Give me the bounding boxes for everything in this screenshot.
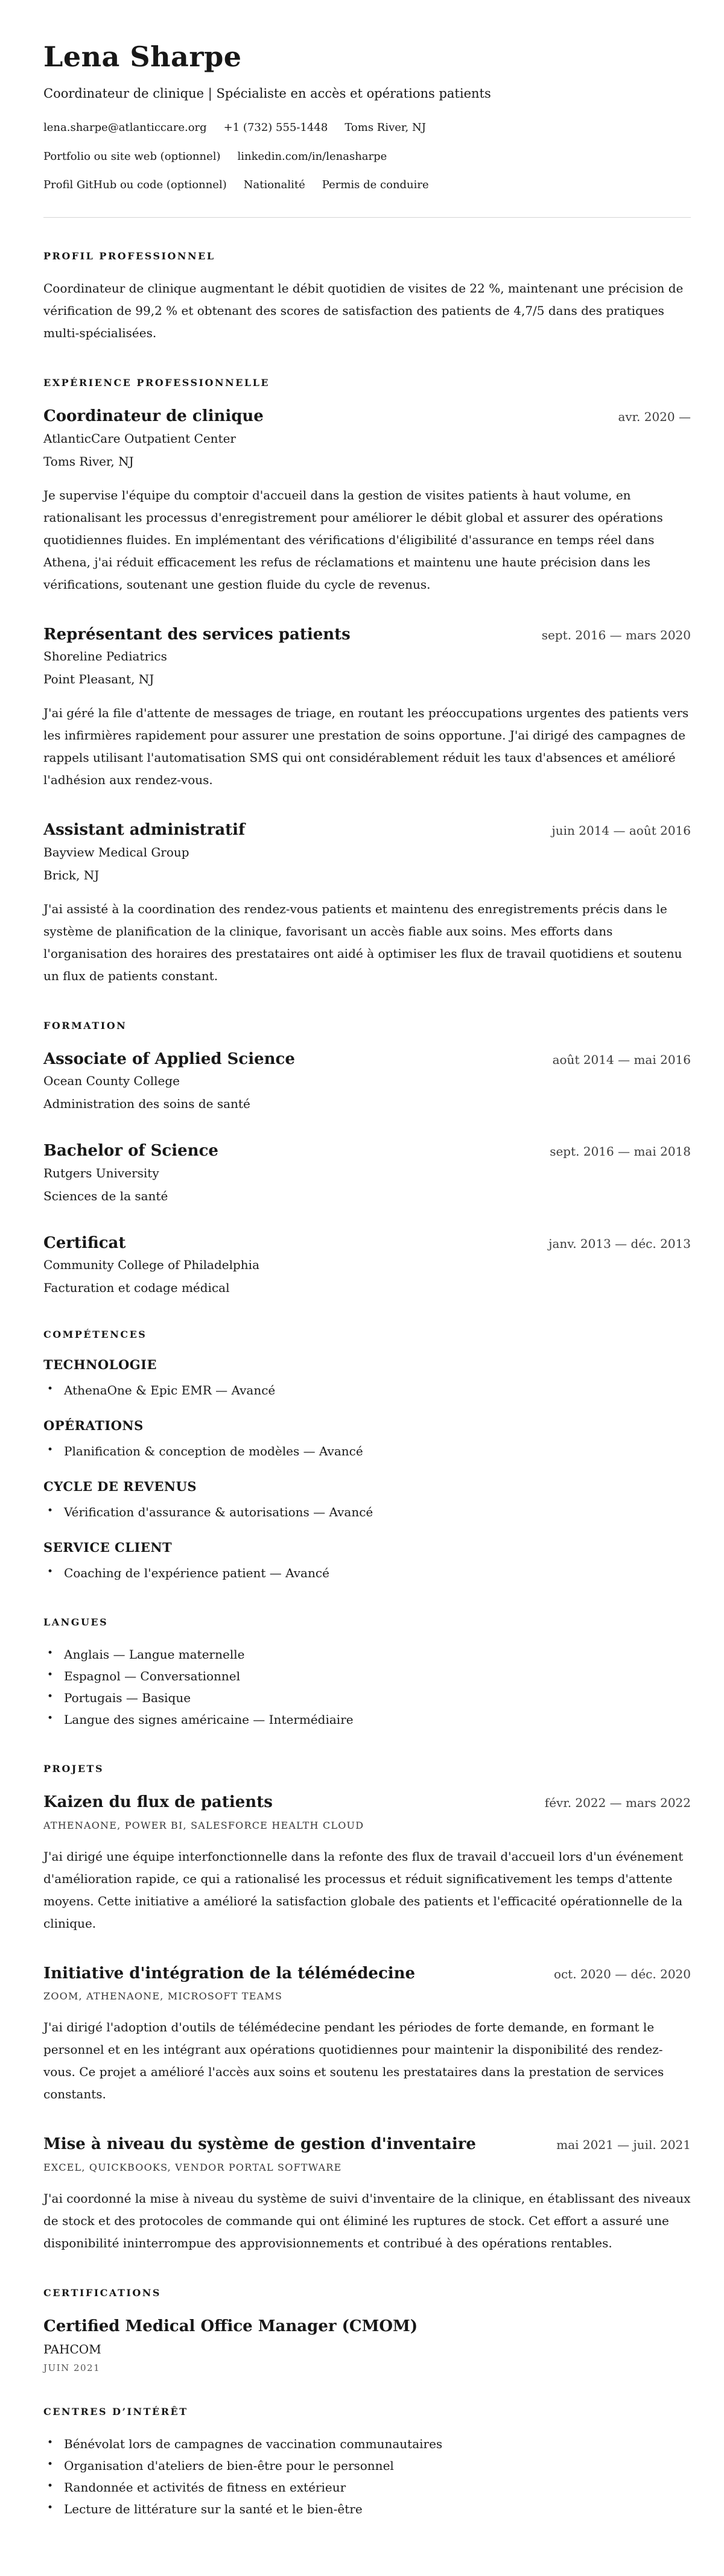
project-dates: févr. 2022 — mars 2022: [544, 1796, 691, 1811]
project-tools: EXCEL, QUICKBOOKS, VENDOR PORTAL SOFTWARE: [43, 2161, 342, 2173]
project-title: Kaizen du flux de patients: [43, 1793, 273, 1812]
field-of-study: Administration des soins de santé: [43, 1097, 250, 1112]
language-item: • Espagnol — Conversationnel: [43, 1665, 691, 1687]
education-entry-header: [43, 1049, 691, 1069]
job-entry-header: [43, 820, 691, 840]
skill-category-name: CYCLE DE REVENUS: [43, 1479, 197, 1495]
skill-list: [43, 1379, 691, 1401]
language-item: • Portugais — Basique: [43, 1687, 691, 1709]
certification-date: JUIN 2021: [43, 2362, 101, 2374]
job-location: Toms River, NJ: [43, 454, 134, 469]
section-heading-skills: COMPÉTENCES: [43, 1329, 147, 1341]
school-name: Ocean County College: [43, 1074, 180, 1089]
project-title: Mise à niveau du système de gestion d'inventaire: [43, 2135, 476, 2154]
section-heading-profile: PROFIL PROFESSIONNEL: [43, 250, 215, 262]
email-text: lena.sharpe@atlanticcare.org: [43, 121, 207, 134]
interest-item: • Lecture de littérature sur la santé et le bien-être: [43, 2498, 691, 2520]
driving-license-placeholder-text: Permis de conduire: [322, 179, 429, 192]
education-entry: [43, 1049, 691, 1113]
interest-item: • Bénévolat lors de campagnes de vaccination communautaires: [43, 2433, 691, 2455]
job-dates: juin 2014 — août 2016: [551, 823, 691, 838]
degree-title: Associate of Applied Science: [43, 1049, 295, 1068]
contact-row-primary: [43, 121, 691, 134]
job-entry-header: [43, 625, 691, 645]
skill-item: • Planification & conception de modèles — Avancé: [43, 1440, 691, 1462]
project-entry: [43, 1964, 691, 2106]
job-dates: avr. 2020 —: [618, 410, 691, 425]
skill-item: • Coaching de l'expérience patient — Avancé: [43, 1562, 691, 1584]
job-company: Shoreline Pediatrics: [43, 649, 167, 664]
project-description: J'ai dirigé l'adoption d'outils de télémédecine pendant les périodes de forte demande, en formant le personnel et en les intégrant aux opérations quotidiennes pour maintenir la disponibilité des rendez-vous. Ce projet a amélioré l'accès aux soins et soutenu les prestataires dans la prestation de services constants.: [43, 2020, 664, 2102]
skill-category-name: TECHNOLOGIE: [43, 1357, 157, 1373]
school-name: Community College of Philadelphia: [43, 1258, 259, 1273]
job-title: Assistant administratif: [43, 821, 246, 840]
project-tools: ATHENAONE, POWER BI, SALESFORCE HEALTH CLOUD: [43, 1819, 364, 1831]
section-heading-projects: PROJETS: [43, 1763, 104, 1775]
skill-category-name: OPÉRATIONS: [43, 1418, 144, 1434]
skill-category: [43, 1479, 691, 1523]
degree-title: Certificat: [43, 1233, 126, 1252]
linkedin-text: linkedin.com/in/lenasharpe: [237, 150, 387, 163]
language-list: [43, 1644, 691, 1730]
section-heading-languages: LANGUES: [43, 1616, 109, 1628]
job-title: Représentant des services patients: [43, 625, 351, 644]
skill-category: [43, 1540, 691, 1584]
project-tools: ZOOM, ATHENAONE, MICROSOFT TEAMS: [43, 1990, 283, 2002]
project-description: J'ai dirigé une équipe interfonctionnelle dans la refonte des flux de travail d'accueil lors d'un événement d'amélioration rapide, ce qui a rationalisé les processus et réduit significativement les temps d'attente moyens. Cette initiative a amélioré la satisfaction globale des patients et l'efficacité opérationnelle de la clinique.: [43, 1849, 684, 1931]
skill-category: [43, 1357, 691, 1401]
location-text: Toms River, NJ: [345, 121, 426, 134]
contact-row-web: [43, 150, 691, 163]
education-entry-header: [43, 1233, 691, 1253]
section-heading-education: FORMATION: [43, 1019, 127, 1031]
nationality-placeholder-text: Nationalité: [243, 179, 305, 192]
skill-item: • Vérification d'assurance & autorisations — Avancé: [43, 1501, 691, 1523]
degree-dates: sept. 2016 — mai 2018: [550, 1144, 691, 1159]
person-name: Lena Sharpe: [43, 40, 242, 73]
skill-category: [43, 1418, 691, 1462]
section-heading-interests: CENTRES D’INTÉRÊT: [43, 2406, 188, 2418]
job-location: Point Pleasant, NJ: [43, 672, 154, 687]
project-entry-header: [43, 1964, 691, 1984]
project-entry-header: [43, 2135, 691, 2154]
job-description: J'ai géré la file d'attente de messages de triage, en routant les préoccupations urgentes des patients vers les infirmières rapidement pour assurer une prestation de soins opportune. J'ai dirigé des campagnes de rappels utilisant l'automatisation SMS qui ont considérablement réduit les taux d'absences et amélioré l'adhésion aux rendez-vous.: [43, 706, 689, 788]
job-title: Coordinateur de clinique: [43, 407, 264, 426]
job-entry: [43, 625, 691, 792]
github-placeholder-text: Profil GitHub ou code (optionnel): [43, 179, 227, 192]
job-description: Je supervise l'équipe du comptoir d'accueil dans la gestion de visites patients à haut volume, en rationalisant les processus d'enregistrement pour améliorer le débit global et assurer des opérations quotidiennes fluides. En implémentant des vérifications d'éligibilité d'assurance en temps réel dans Athena, j'ai réduit efficacement les refus de réclamations et maintenu une haute précision dans les vérifications, soutenant une gestion fluide du cycle de revenus.: [43, 487, 663, 592]
school-name: Rutgers University: [43, 1165, 159, 1180]
project-entry: [43, 2135, 691, 2255]
project-dates: oct. 2020 — déc. 2020: [553, 1966, 691, 1981]
interest-item: • Organisation d'ateliers de bien-être pour le personnel: [43, 2455, 691, 2476]
certification-title: Certified Medical Office Manager (CMOM): [43, 2317, 418, 2335]
language-item: • Langue des signes américaine — Intermédiaire: [43, 1709, 691, 1730]
contact-row-misc: [43, 178, 691, 192]
portfolio-placeholder-text: Portfolio ou site web (optionnel): [43, 150, 221, 163]
skill-list: [43, 1440, 691, 1462]
education-entry-header: [43, 1141, 691, 1161]
skill-list: [43, 1562, 691, 1584]
project-entry-header: [43, 1793, 691, 1812]
job-location: Brick, NJ: [43, 867, 100, 882]
job-entry: [43, 407, 691, 596]
field-of-study: Facturation et codage médical: [43, 1280, 230, 1296]
degree-title: Bachelor of Science: [43, 1142, 218, 1160]
header-divider: [43, 217, 691, 218]
interest-item: • Randonnée et activités de fitness en extérieur: [43, 2476, 691, 2498]
project-entry: [43, 1793, 691, 1935]
certification-issuer: PAHCOM: [43, 2342, 101, 2357]
job-dates: sept. 2016 — mars 2020: [541, 627, 691, 642]
job-company: Bayview Medical Group: [43, 844, 189, 859]
project-dates: mai 2021 — juil. 2021: [556, 2138, 691, 2153]
skill-category-name: SERVICE CLIENT: [43, 1540, 173, 1555]
section-heading-experience: EXPÉRIENCE PROFESSIONNELLE: [43, 377, 270, 389]
skill-list: [43, 1501, 691, 1523]
phone-text: +1 (732) 555-1448: [223, 121, 328, 134]
skill-item: • AthenaOne & Epic EMR — Avancé: [43, 1379, 691, 1401]
job-entry: [43, 820, 691, 987]
headline: Coordinateur de clinique | Spécialiste en accès et opérations patients: [43, 86, 491, 101]
interest-list: [43, 2433, 691, 2520]
job-entry-header: [43, 407, 691, 426]
profile-summary: Coordinateur de clinique augmentant le débit quotidien de visites de 22 %, maintenant une précision de vérification de 99,2 % et obtenant des scores de satisfaction des patients de 4,7/5 dans des pratiques multi-spécialisées.: [43, 281, 684, 341]
project-title: Initiative d'intégration de la télémédecine: [43, 1964, 416, 1983]
job-company: AtlanticCare Outpatient Center: [43, 431, 236, 446]
education-entry: [43, 1233, 691, 1297]
degree-dates: janv. 2013 — déc. 2013: [548, 1236, 691, 1251]
degree-dates: août 2014 — mai 2016: [552, 1052, 691, 1067]
project-description: J'ai coordonné la mise à niveau du système de suivi d'inventaire de la clinique, en établissant des niveaux de stock et des protocoles de commande qui ont éliminé les ruptures de stock. Cet effort a assuré une disponibilité ininterrompue des approvisionnements et contribué à des opérations rentables.: [43, 2191, 691, 2250]
language-item: • Anglais — Langue maternelle: [43, 1644, 691, 1665]
field-of-study: Sciences de la santé: [43, 1188, 168, 1203]
job-description: J'ai assisté à la coordination des rendez-vous patients et maintenu des enregistrements précis dans le système de planification de la clinique, favorisant un accès fiable aux soins. Mes efforts dans l'organisation des horaires des prestataires ont aidé à optimiser les flux de travail quotidiens et soutenu un flux de patients constant.: [43, 901, 682, 983]
education-entry: [43, 1141, 691, 1204]
section-heading-certifications: CERTIFICATIONS: [43, 2286, 161, 2299]
certification-entry: [43, 2317, 691, 2374]
